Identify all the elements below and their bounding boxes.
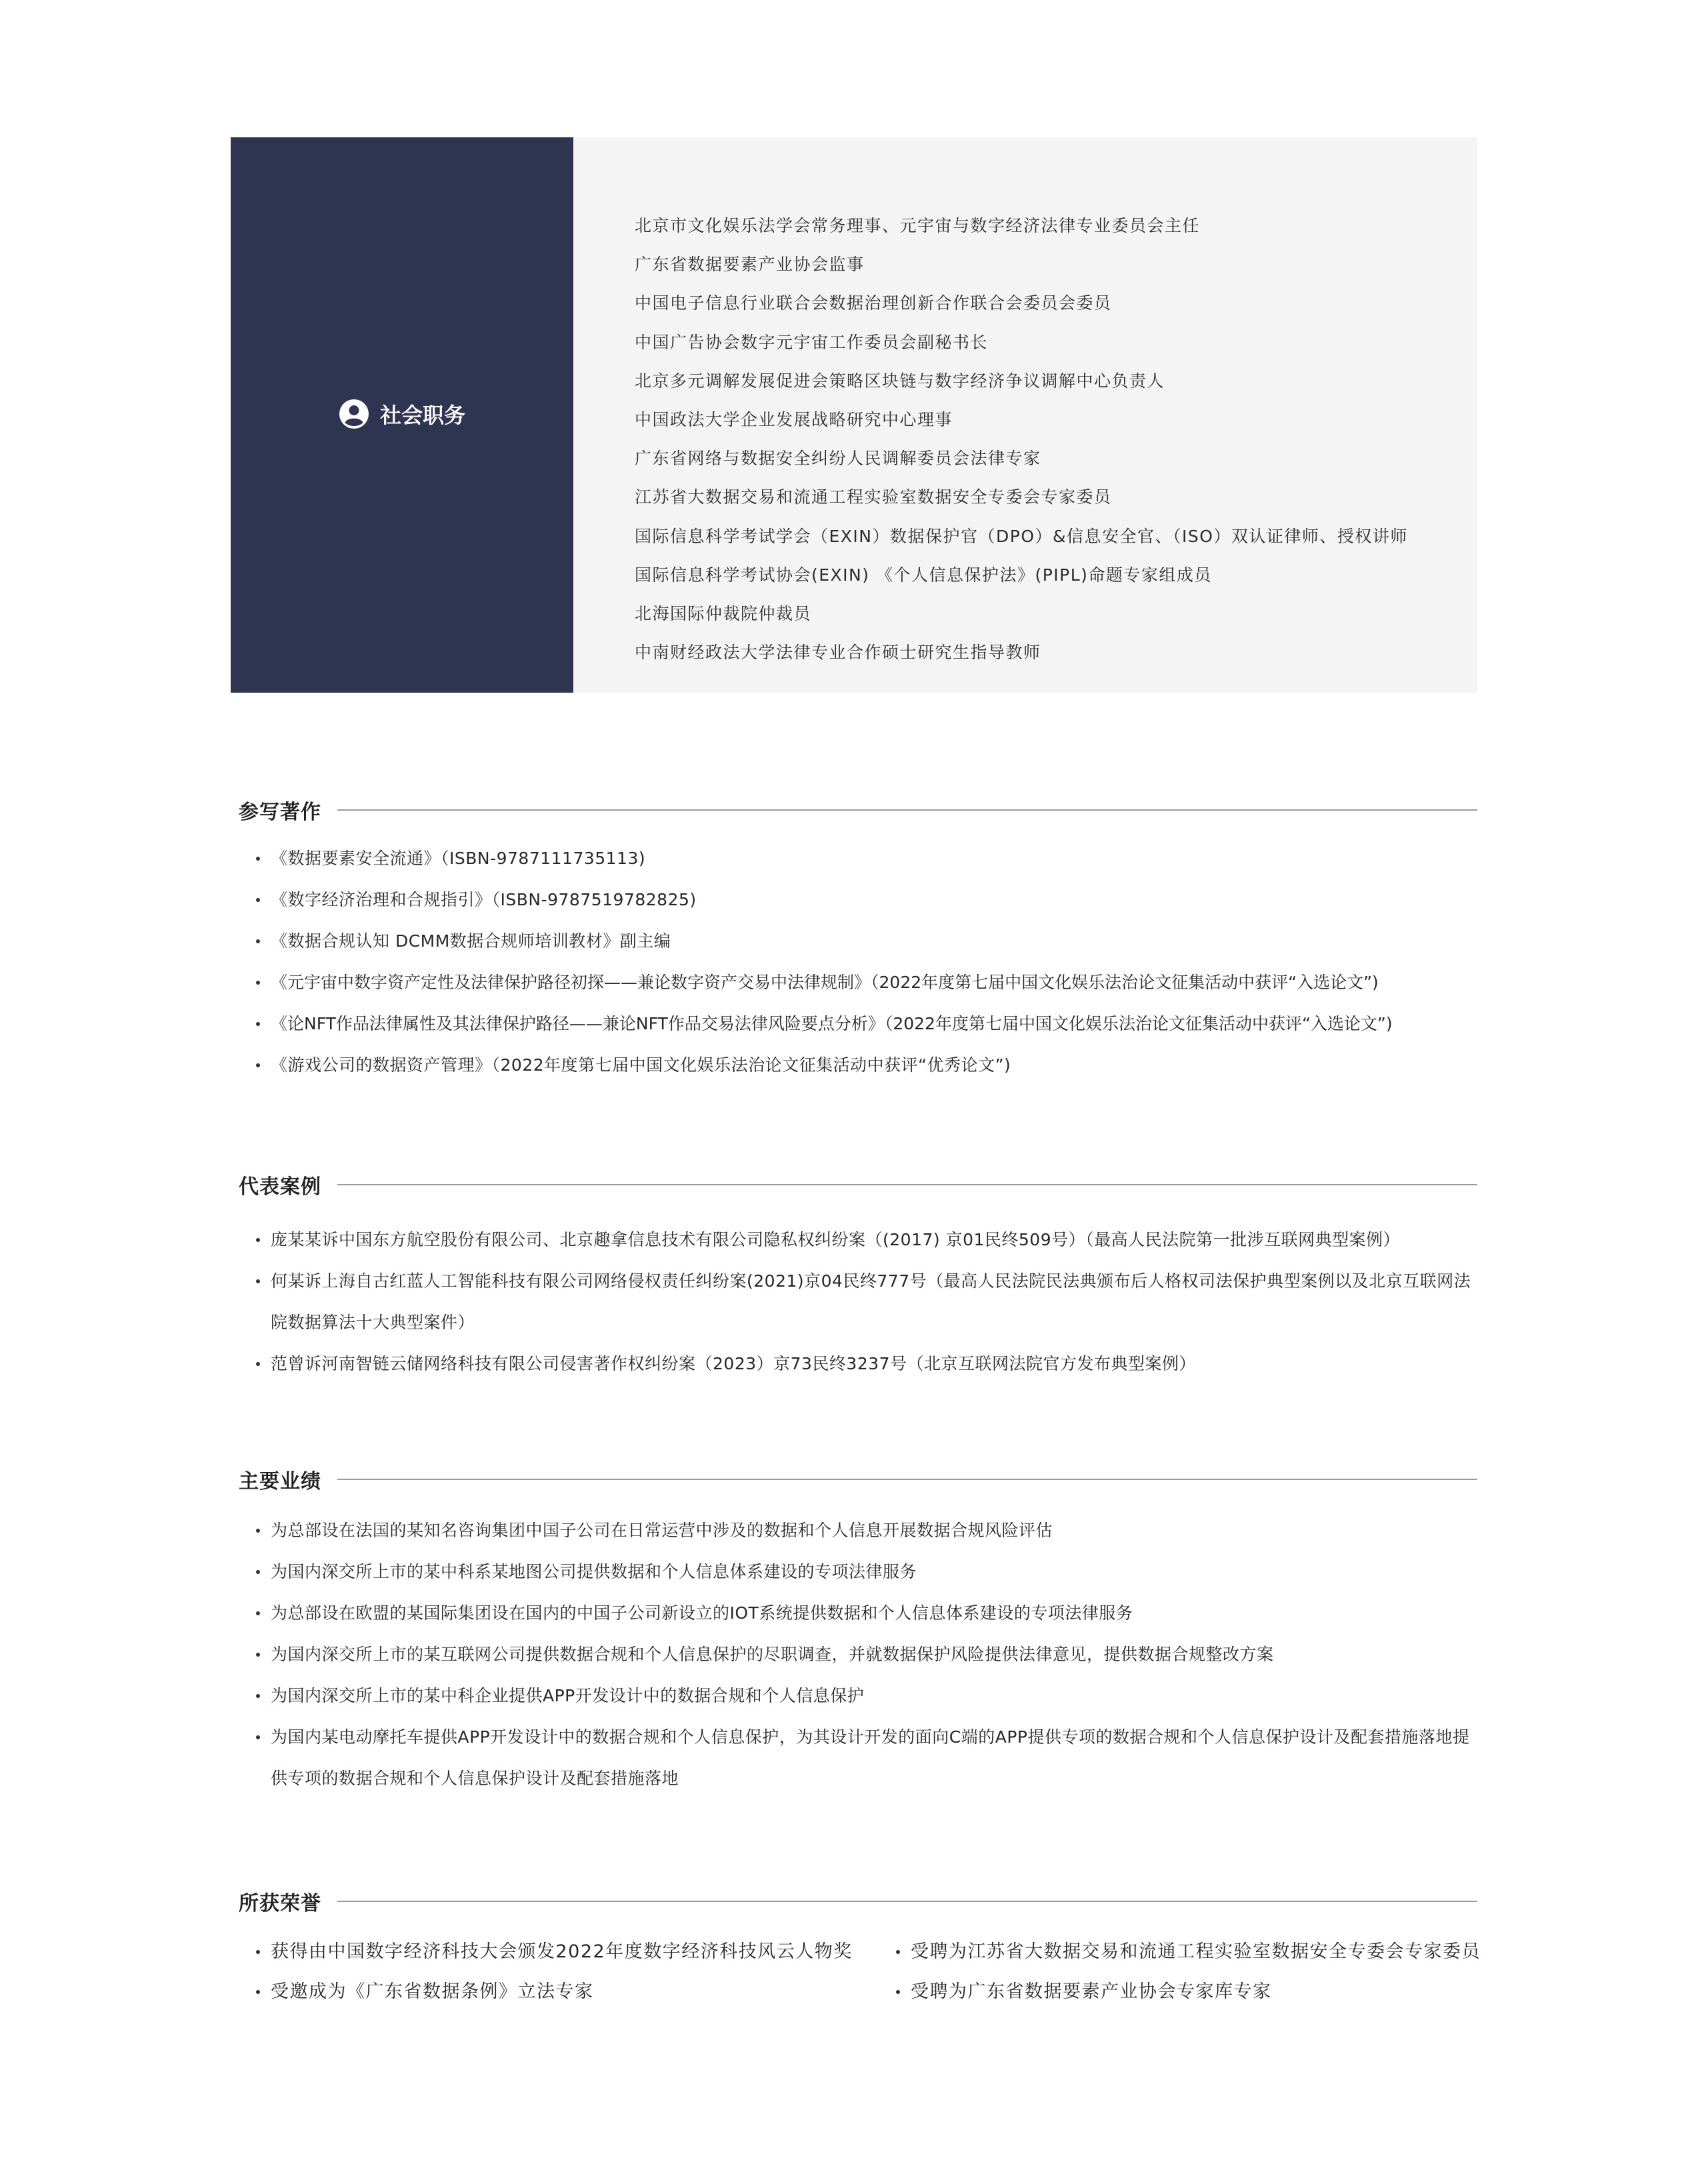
publication-item: 《数据合规认知 DCMM数据合规师培训教材》副主编 <box>239 921 1477 962</box>
duty-item: 中南财经政法大学法律专业合作硕士研究生指导教师 <box>635 643 1041 663</box>
achievement-item: 为国内深交所上市的某互联网公司提供数据合规和个人信息保护的尽职调查，并就数据保护风险提供法律意见，提供数据合规整改方案 <box>239 1634 1477 1675</box>
section-divider <box>337 1184 1477 1185</box>
honor-item: 受聘为广东省数据要素产业协会专家库专家 <box>879 1972 1477 2012</box>
social-duties-title: 社会职务 <box>379 402 465 428</box>
section-divider <box>337 1901 1477 1902</box>
honors-section <box>239 1888 1481 2012</box>
duty-item: 国际信息科学考试协会(EXIN) 《个人信息保护法》(PIPL)命题专家组成员 <box>635 565 1212 585</box>
publication-item: 《数据要素安全流通》（ISBN-9787111735113) <box>239 838 1477 879</box>
duty-item: 江苏省大数据交易和流通工程实验室数据安全专委会专家委员 <box>635 487 1112 507</box>
achievement-item: 为总部设在欧盟的某国际集团设在国内的中国子公司新设立的IOT系统提供数据和个人信息体系建设的专项法律服务 <box>239 1593 1477 1634</box>
achievements-header <box>239 1466 1477 1493</box>
achievements-section <box>239 1466 1477 1799</box>
duty-item: 中国电子信息行业联合会数据治理创新合作联合会委员会委员 <box>635 293 1112 313</box>
cases-list <box>239 1219 1477 1385</box>
cases-section <box>239 1171 1477 1385</box>
achievement-item: 为国内深交所上市的某中科系某地图公司提供数据和个人信息体系建设的专项法律服务 <box>239 1551 1477 1593</box>
duty-item: 中国广告协会数字元宇宙工作委员会副秘书长 <box>635 332 989 352</box>
duty-item: 中国政法大学企业发展战略研究中心理事 <box>635 409 953 429</box>
cases-header <box>239 1171 1477 1198</box>
duty-item: 北海国际仲裁院仲裁员 <box>635 603 812 623</box>
achievement-item: 为国内某电动摩托车提供APP开发设计中的数据合规和个人信息保护，为其设计开发的面向C端的APP提供专项的数据合规和个人信息保护设计及配套措施落地提供专项的数据合规和个人信息保护设计及配套措施落地 <box>239 1717 1477 1799</box>
achievement-item: 为总部设在法国的某知名咨询集团中国子公司在日常运营中涉及的数据和个人信息开展数据合规风险评估 <box>239 1510 1477 1551</box>
publications-section <box>239 797 1477 1086</box>
duty-item: 国际信息科学考试学会（EXIN）数据保护官（DPO）&信息安全官、（ISO）双认证律师、授权讲师 <box>635 526 1408 546</box>
publications-header <box>239 797 1477 823</box>
achievement-item: 为国内深交所上市的某中科企业提供APP开发设计中的数据合规和个人信息保护 <box>239 1675 1477 1717</box>
honors-list <box>239 1932 1481 2012</box>
social-duties-sidebar <box>231 137 573 693</box>
achievements-list <box>239 1510 1477 1799</box>
person-icon <box>339 399 369 429</box>
duty-item: 广东省数据要素产业协会监事 <box>635 255 865 275</box>
honors-title: 所获荣誉 <box>239 1892 321 1915</box>
publication-item: 《元宇宙中数字资产定性及法律保护路径初探——兼论数字资产交易中法律规制》（2022年度第七届中国文化娱乐法治论文征集活动中获评“入选论文”) <box>239 962 1477 1003</box>
cases-title: 代表案例 <box>239 1175 321 1199</box>
social-duties-body <box>573 137 1477 693</box>
social-duties-list <box>635 207 1477 672</box>
section-divider <box>337 1479 1477 1480</box>
section-divider <box>337 809 1477 811</box>
publication-item: 《论NFT作品法律属性及其法律保护路径——兼论NFT作品交易法律风险要点分析》（2022年度第七届中国文化娱乐法治论文征集活动中获评“入选论文”) <box>239 1003 1477 1045</box>
publications-title: 参写著作 <box>239 801 321 824</box>
case-item: 范曾诉河南智链云储网络科技有限公司侵害著作权纠纷案（2023）京73民终3237号（北京互联网法院官方发布典型案例） <box>239 1343 1477 1385</box>
duty-item: 广东省网络与数据安全纠纷人民调解委员会法律专家 <box>635 449 1041 469</box>
duty-item: 北京多元调解发展促进会策略区块链与数字经济争议调解中心负责人 <box>635 371 1165 391</box>
honor-item: 受邀成为《广东省数据条例》立法专家 <box>239 1972 879 2012</box>
achievements-title: 主要业绩 <box>239 1470 321 1493</box>
publications-list <box>239 838 1477 1086</box>
social-duties-heading <box>339 399 465 429</box>
social-duties-card <box>231 137 1477 693</box>
publication-item: 《游戏公司的数据资产管理》（2022年度第七届中国文化娱乐法治论文征集活动中获评“优秀论文”) <box>239 1045 1477 1086</box>
publication-item: 《数字经济治理和合规指引》（ISBN-9787519782825) <box>239 879 1477 921</box>
honor-item: 受聘为江苏省大数据交易和流通工程实验室数据安全专委会专家委员 <box>879 1932 1477 1972</box>
honor-item: 获得由中国数字经济科技大会颁发2022年度数字经济科技风云人物奖 <box>239 1932 879 1972</box>
case-item: 庞某某诉中国东方航空股份有限公司、北京趣拿信息技术有限公司隐私权纠纷案（(2017) 京01民终509号）（最高人民法院第一批涉互联网典型案例） <box>239 1219 1477 1261</box>
duty-item: 北京市文化娱乐法学会常务理事、元宇宙与数字经济法律专业委员会主任 <box>635 216 1201 235</box>
honors-header <box>239 1888 1477 1915</box>
case-item: 何某诉上海自古红蓝人工智能科技有限公司网络侵权责任纠纷案(2021)京04民终777号（最高人民法院民法典颁布后人格权司法保护典型案例以及北京互联网法院数据算法十大典型案件） <box>239 1261 1477 1343</box>
